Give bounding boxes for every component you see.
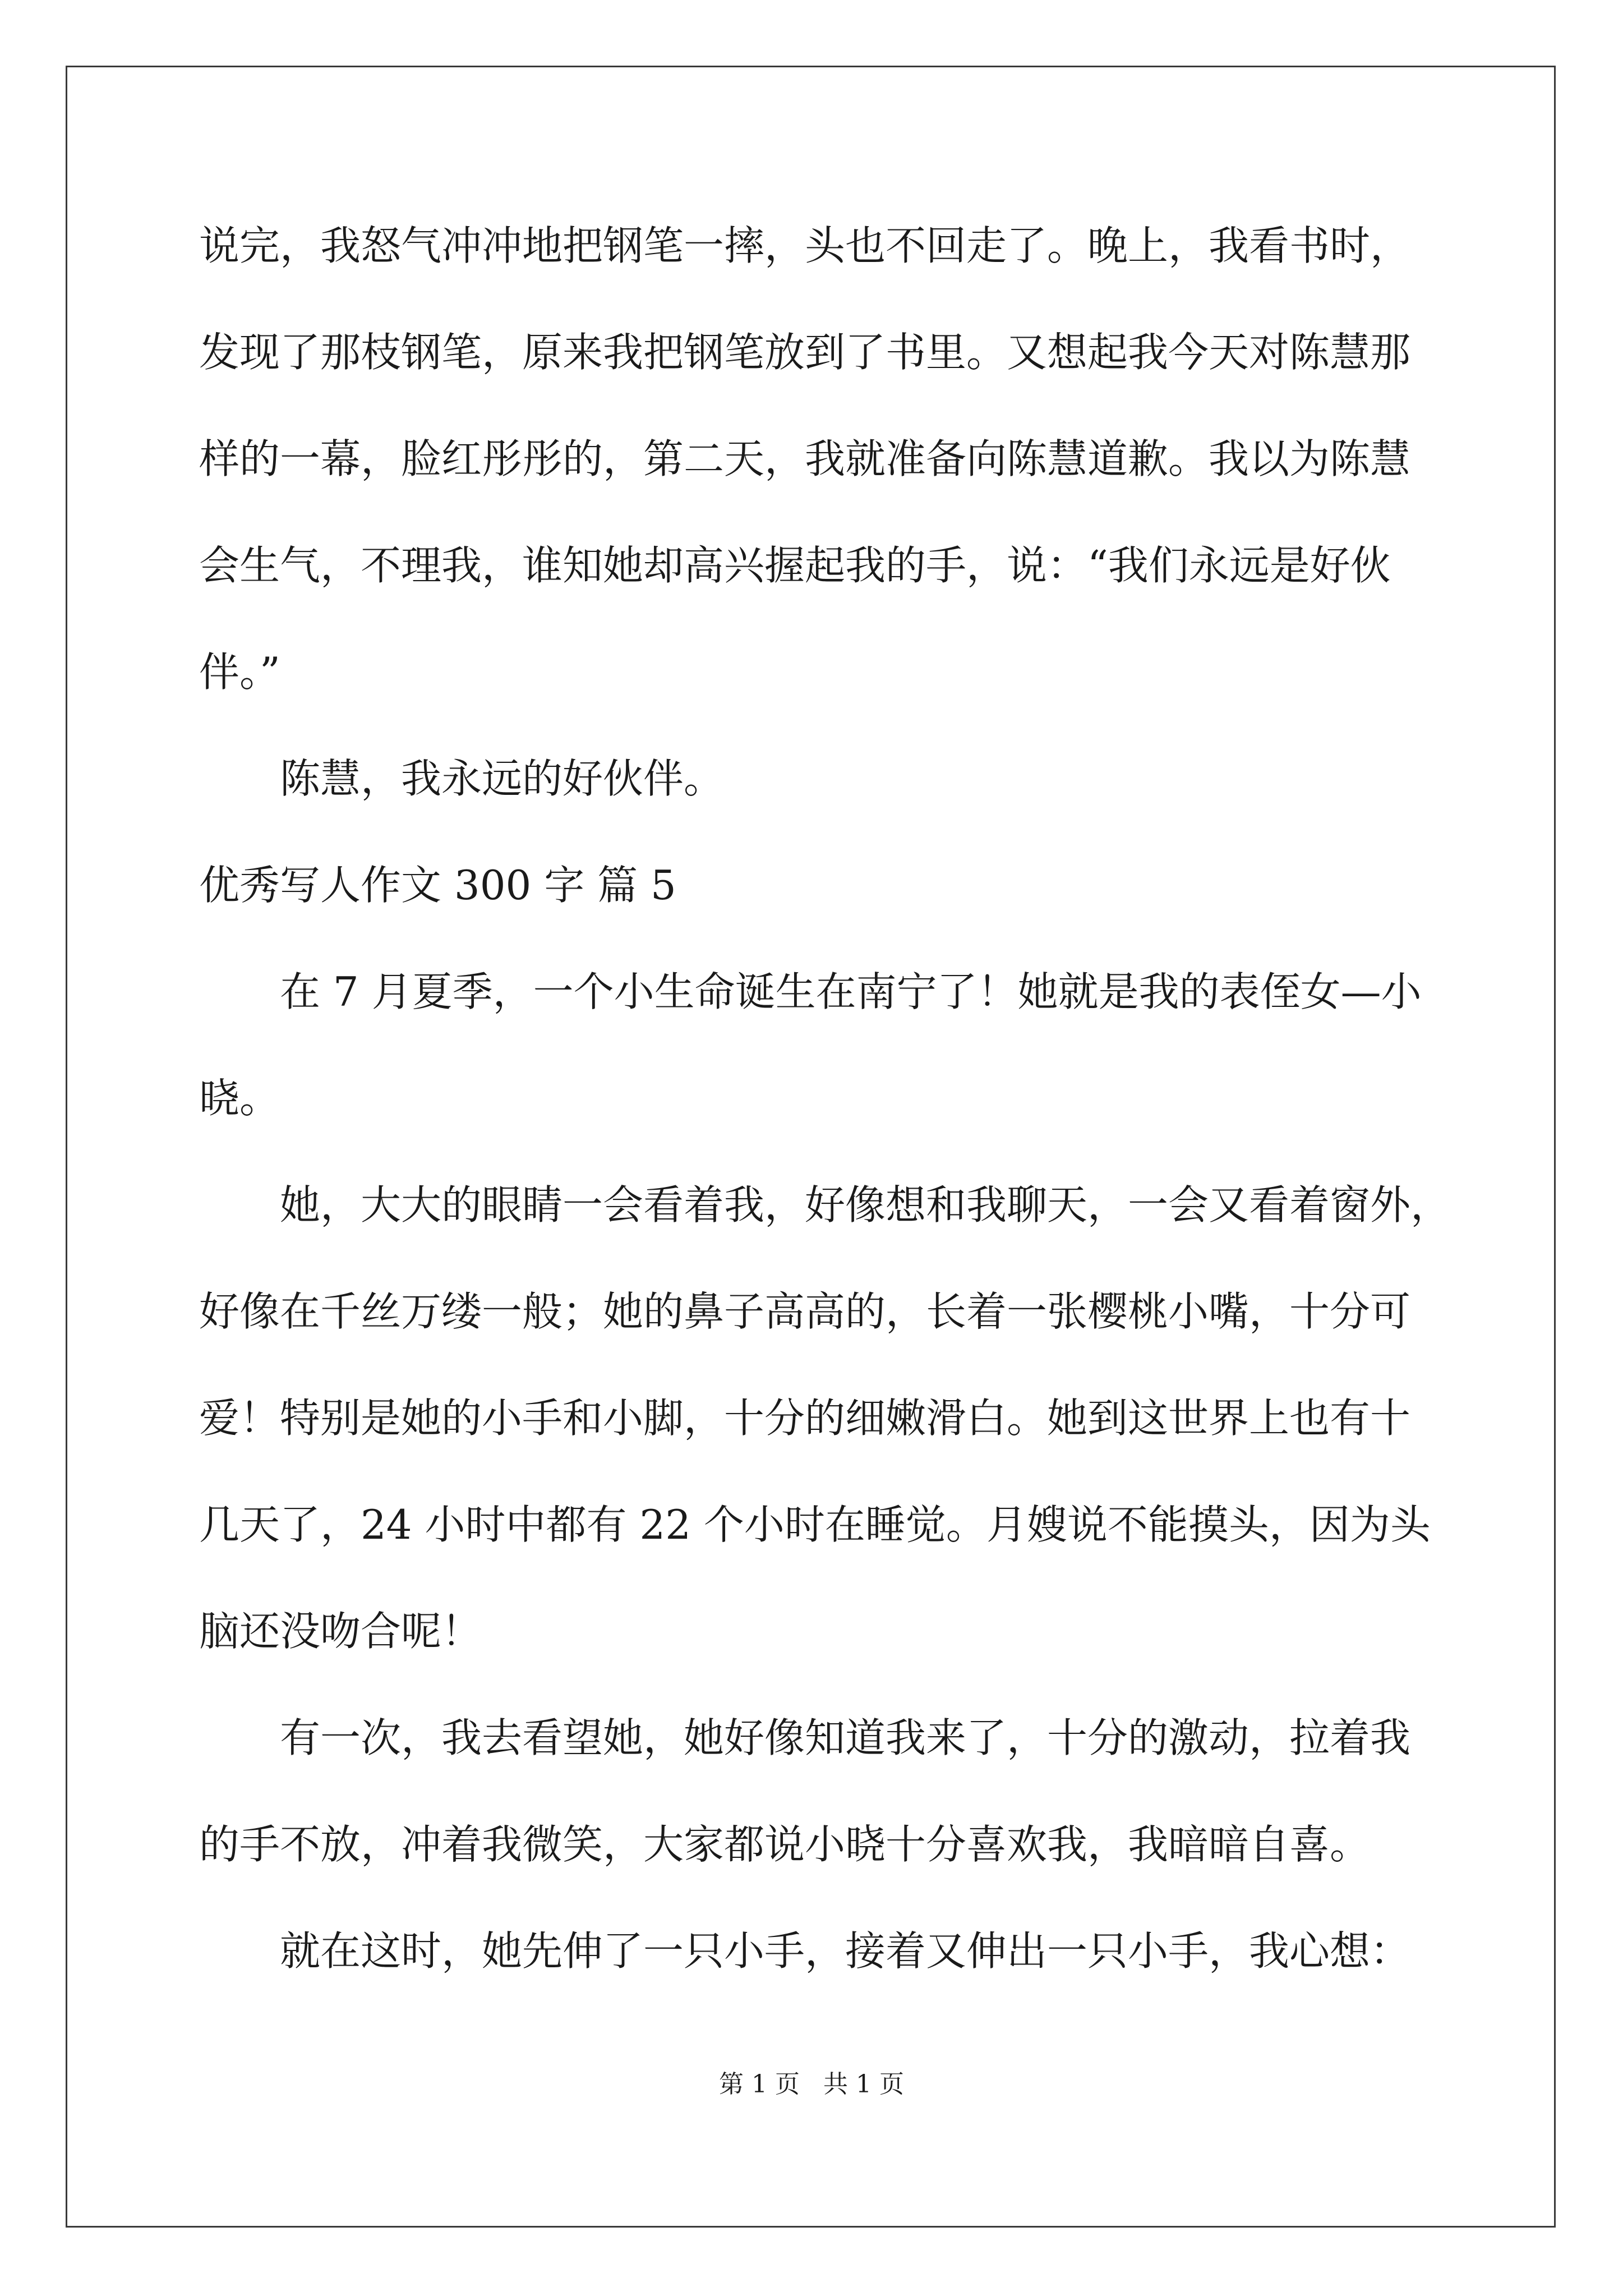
text-line: 好像在千丝万缕一般；她的鼻子高高的，长着一张樱桃小嘴，十分可 — [199, 1288, 1411, 1335]
text-line: 爱！特别是她的小手和小脚，十分的细嫩滑白。她到这世界上也有十 — [199, 1395, 1411, 1442]
text-line: 陈慧，我永远的好伙伴。 — [280, 755, 725, 802]
document-body — [199, 218, 1472, 2030]
text-line: 脑还没吻合呢！ — [199, 1608, 482, 1655]
text-line: 伴。” — [199, 648, 280, 696]
text-line: 会生气，不理我，谁知她却高兴握起我的手，说：“我们永远是好伙 — [199, 542, 1391, 589]
page-footer: 第 1 页 共 1 页 — [719, 2070, 904, 2099]
text-line: 就在这时，她先伸了一只小手，接着又伸出一只小手，我心想： — [280, 1927, 1411, 1975]
text-line: 她，大大的眼睛一会看着我，好像想和我聊天，一会又看着窗外， — [280, 1181, 1451, 1228]
text-line: 的手不放，冲着我微笑，大家都说小晓十分喜欢我，我暗暗自喜。 — [199, 1821, 1371, 1868]
text-line: 样的一幕，脸红彤彤的，第二天，我就准备向陈慧道歉。我以为陈慧 — [199, 435, 1411, 482]
text-line: 几天了，24 小时中都有 22 个小时在睡觉。月嫂说不能摸头，因为头 — [199, 1501, 1431, 1548]
text-line: 在 7 月夏季，一个小生命诞生在南宁了！她就是我的表侄女—小 — [280, 968, 1422, 1015]
section-heading: 优秀写人作文 300 字 篇 5 — [199, 862, 676, 909]
text-line: 晓。 — [199, 1075, 280, 1122]
text-line: 说完，我怒气冲冲地把钢笔一摔，头也不回走了。晚上，我看书时， — [199, 222, 1411, 269]
text-line: 发现了那枝钢笔，原来我把钢笔放到了书里。又想起我今天对陈慧那 — [199, 329, 1411, 376]
text-line: 有一次，我去看望她，她好像知道我来了，十分的激动，拉着我 — [280, 1714, 1411, 1761]
